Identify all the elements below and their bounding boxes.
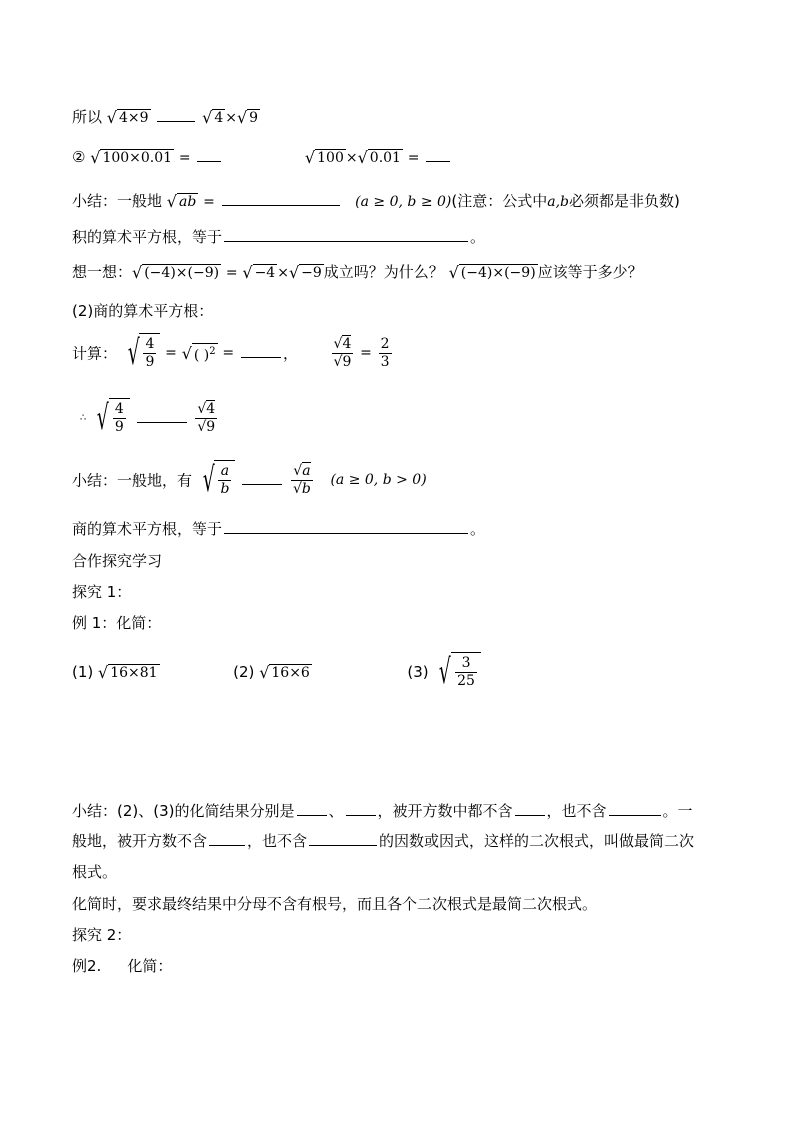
frac-sqrta-sqrtb: $\frac{√a}{√b}$ [293,462,311,497]
fill-blank[interactable] [515,814,545,816]
sqrt-frac-4-9: √ $\frac{4}{9}$ [122,333,161,373]
explore-1-heading: 探究 1： [72,583,132,601]
example-1-heading: 例 1：化简： [72,614,162,632]
sqrt-100: √ 100 [304,148,344,167]
fill-blank[interactable] [197,160,221,162]
section-heading-cooperative: 合作探究学习 [72,552,163,570]
fill-blank[interactable] [224,532,468,534]
fill-blank[interactable] [609,814,661,816]
sqrt-neg4-neg9: √ (−4)×(−9) [132,263,220,282]
sqrt-4: √ 4 [202,108,224,127]
line-9: 小结：一般地，有 √ $\frac{a}{b}$ $\frac{√a}{√b}$ (a ≥ 0, b > 0) [72,460,427,500]
sqrt-frac-4-9: √ $\frac{4}{9}$ [91,398,130,438]
sqrt-neg4: √ −4 [242,263,276,282]
explore-2-heading: 探究 2： [72,926,132,944]
frac-sqrt4-sqrt9: $\frac{√4}{√9}$ [333,335,352,370]
condition-quotient: (a ≥ 0, b > 0) [330,472,427,488]
fill-blank[interactable] [241,356,281,358]
frac-2-3: $\frac{2}{3}$ [380,335,390,370]
example-2-heading: 例2. 化简： [72,957,173,975]
line-18: 化简时，要求最终结果中分母不含有根号，而且各个二次根式是最简二次根式。 [72,895,598,913]
sqrt-frac-3-25: √ $\frac{3}{25}$ [433,652,481,692]
line-5: 想一想：√ (−4)×(−9) = √ −4 ×√ −9 成立吗？为什么？ √ (−4)×(−9) 应该等于多少？ [72,263,643,282]
fill-blank[interactable] [242,483,282,485]
sqrt-neg9: √ −9 [288,263,322,282]
sqrt-100x001: √ 100×0.01 [90,148,173,167]
fill-blank[interactable] [209,844,245,846]
sqrt-neg4-neg9-2: √ (−4)×(−9) [448,263,536,282]
sqrt-frac-a-b: √ $\frac{a}{b}$ [197,460,236,500]
line-10: 商的算术平方根，等于 。 [72,520,486,538]
fill-blank[interactable] [157,120,195,122]
line-15: 小结：(2)、(3)的化简结果分别是 、 ，被开方数中都不含 ，也不含 。一 [72,802,693,820]
sqrt-4x9: √ 4×9 [106,108,149,127]
fill-blank[interactable] [346,814,376,816]
sqrt-16x81: √ 16×81 [98,662,158,682]
sqrt-paren-squared: √ ( )$^2$ [181,343,216,364]
fill-blank[interactable] [222,204,340,206]
fill-blank[interactable] [297,814,327,816]
line-4: 积的算术平方根，等于 。 [72,228,486,246]
therefore-symbol: ∴ [80,412,87,424]
condition-nonneg: (a ≥ 0, b ≥ 0) [355,194,452,210]
line-7: 计算： √ $\frac{4}{9}$ = √ ( )$^2$ = ， $\frac{√4}{√9}$ = $\frac{2}{3}$ [72,333,390,373]
line-17: 根式。 [72,863,118,881]
line-1: 所以 √ 4×9 √ 4 ×√ 9 [72,108,259,127]
line-2: ② √ 100×0.01 = √ 100 ×√ 0.01 = [72,148,452,167]
fill-blank[interactable] [137,421,187,423]
frac-sqrt4-sqrt9: $\frac{√4}{√9}$ [197,400,216,435]
sqrt-9: √ 9 [236,108,259,127]
fill-blank[interactable] [426,160,450,162]
sqrt-ab: √ ab [166,192,197,211]
sqrt-001: √ 0.01 [357,148,401,167]
circled-number: ② [72,148,86,166]
sqrt-16x6: √ 16×6 [259,662,310,682]
line-6: (2)商的算术平方根： [72,302,214,320]
line-16: 般地，被开方数不含 ，也不含 的因数或因式，这样的二次根式，叫做最简二次 [72,832,695,850]
fill-blank[interactable] [309,844,377,846]
line-3: 小结：一般地 √ ab = (a ≥ 0, b ≥ 0)(注意：公式中a,b必须都是非负数) [72,192,680,211]
line-8 [80,398,219,438]
fill-blank[interactable] [224,240,468,242]
text-suoyi: 所以 [72,108,103,126]
line-14: (1) √ 16×81 (2) √ 16×6 (3) √ $\frac{3}{25}$ [72,652,481,692]
